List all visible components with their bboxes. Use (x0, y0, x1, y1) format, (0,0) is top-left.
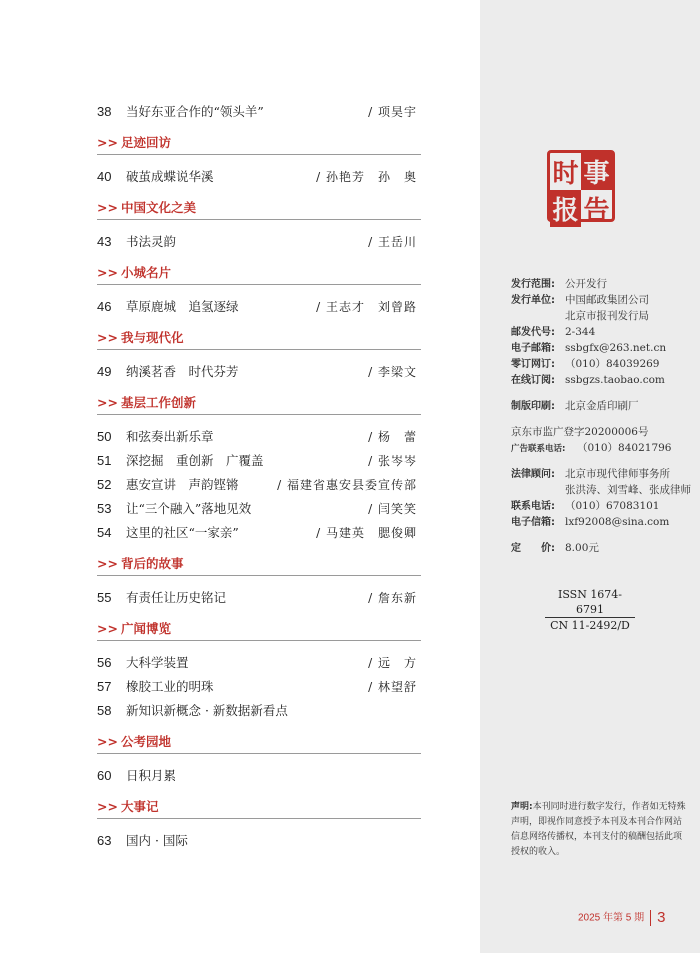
page-number: 50 (97, 429, 112, 444)
toc-entry[interactable] (97, 100, 421, 124)
chevron-icon: >> (97, 395, 118, 410)
section-heading (97, 262, 421, 285)
article-author: / 马建英 腮俊卿 (316, 526, 417, 540)
label: 广告联系电话: (511, 444, 566, 454)
section-heading (97, 796, 421, 819)
value: （010）84021796 (577, 442, 672, 454)
value: 北京市现代律师事务所 (565, 468, 670, 480)
article-author: / 王志才 刘曾路 (316, 300, 417, 314)
toc-entry[interactable] (97, 360, 421, 384)
toc-entry[interactable] (97, 586, 421, 610)
toc-entry[interactable] (97, 497, 421, 521)
page-footer (578, 908, 666, 928)
label: 零订网订: (511, 359, 555, 370)
section-heading (97, 327, 421, 350)
section-heading-label: 大事记 (120, 799, 159, 814)
chevron-icon: >> (97, 200, 118, 215)
label: 发行范围: (511, 279, 555, 290)
label: 在线订阅: (511, 375, 555, 386)
chevron-icon: >> (97, 265, 118, 280)
article-author: / 项昊宇 (368, 105, 417, 119)
article-author: / 林望舒 (368, 680, 417, 694)
page-number: 51 (97, 453, 112, 468)
article-title: 国内 · 国际 (126, 833, 188, 848)
divider (650, 910, 651, 926)
article-author: / 王岳川 (368, 235, 417, 249)
article-title: 当好东亚合作的“领头羊” (126, 104, 264, 119)
page-number: 3 (657, 909, 666, 926)
label: 电子信箱: (511, 517, 555, 528)
section-heading (97, 553, 421, 576)
article-title: 深挖掘 重创新 广覆盖 (126, 453, 264, 468)
section-heading-label: 公考园地 (120, 734, 171, 749)
label: 定 价: (511, 543, 555, 554)
chevron-icon: >> (97, 799, 118, 814)
article-title: 草原鹿城 追氢逐绿 (126, 299, 239, 314)
value: （010）67083101 (565, 500, 660, 512)
label: 制版印刷: (511, 401, 555, 412)
toc-entry[interactable] (97, 473, 421, 497)
value: 中国邮政集团公司 (565, 294, 649, 306)
colophon (511, 276, 691, 556)
copyright-notice (511, 800, 689, 860)
label: 发行单位: (511, 295, 555, 306)
table-of-contents (97, 100, 421, 853)
issn-block (545, 587, 635, 633)
value: 北京金盾印刷厂 (565, 400, 639, 412)
toc-entry[interactable] (97, 165, 421, 189)
section-heading (97, 132, 421, 155)
label: 联系电话: (511, 501, 555, 512)
section-heading-label: 足迹回访 (120, 135, 171, 150)
page-number: 58 (97, 703, 112, 718)
article-author: / 孙艳芳 孙 奥 (316, 170, 417, 184)
section-heading (97, 197, 421, 220)
issue-label: 2025 年第 5 期 (578, 912, 645, 924)
page-number: 43 (97, 234, 112, 249)
section-heading-label: 广闻博览 (120, 621, 171, 636)
article-title: 书法灵韵 (126, 234, 177, 249)
page-number: 60 (97, 768, 112, 783)
article-title: 纳溪茗香 时代芬芳 (126, 364, 239, 379)
article-author: / 李梁文 (368, 365, 417, 379)
toc-entry[interactable] (97, 230, 421, 254)
value: （010）84039269 (565, 358, 660, 370)
page-number: 56 (97, 655, 112, 670)
value: lxf92008@sina.com (565, 516, 670, 528)
page-number: 52 (97, 477, 112, 492)
chevron-icon: >> (97, 621, 118, 636)
toc-entry[interactable] (97, 829, 421, 853)
article-author: / 远 方 (368, 656, 417, 670)
cn-number: CN 11-2492/D (550, 619, 630, 632)
article-author: / 张岑岑 (368, 454, 417, 468)
article-title: 新知识新概念 · 新数据新看点 (126, 703, 288, 718)
value: ssbgfx@263.net.cn (565, 342, 667, 354)
page-number: 49 (97, 364, 112, 379)
toc-entry[interactable] (97, 651, 421, 675)
toc-entry[interactable] (97, 425, 421, 449)
ad-license: 京东市监广登字20200006号 (511, 426, 649, 438)
label: 邮发代号: (511, 327, 555, 338)
value: 2-344 (565, 326, 596, 338)
article-title: 这里的社区“一家亲” (126, 525, 239, 540)
article-author: / 杨 蕾 (368, 430, 417, 444)
section-heading-label: 基层工作创新 (120, 395, 196, 410)
magazine-seal-logo (547, 150, 615, 226)
article-title: 橡胶工业的明珠 (126, 679, 214, 694)
article-title: 有责任让历史铭记 (126, 590, 227, 605)
section-heading (97, 731, 421, 754)
article-title: 破茧成蝶说华溪 (126, 169, 214, 184)
chevron-icon: >> (97, 135, 118, 150)
toc-entry[interactable] (97, 295, 421, 319)
article-title: 和弦奏出新乐章 (126, 429, 214, 444)
page-number: 40 (97, 169, 112, 184)
page-number: 53 (97, 501, 112, 516)
article-author: / 福建省惠安县委宣传部 (277, 478, 417, 492)
section-heading (97, 618, 421, 641)
notice-text: 本刊同时进行数字发行，作者如无特殊声明，即视作同意授予本刊及本刊合作网站信息网络传播权，本刊支付的稿酬包括此项授权的收入。 (511, 802, 686, 857)
chevron-icon: >> (97, 734, 118, 749)
chevron-icon: >> (97, 556, 118, 571)
article-title: 日积月累 (126, 768, 177, 783)
article-author: / 詹东新 (368, 591, 417, 605)
seal-char: 时 (552, 159, 579, 189)
seal-char: 事 (581, 153, 612, 190)
value: 北京市报刊发行局 (565, 310, 649, 322)
toc-entry[interactable] (97, 449, 421, 473)
toc-entry[interactable] (97, 764, 421, 788)
page-number: 55 (97, 590, 112, 605)
value: 8.00元 (565, 542, 599, 554)
section-heading-label: 小城名片 (120, 265, 171, 280)
page-number: 63 (97, 833, 112, 848)
value: ssbgzs.taobao.com (565, 374, 665, 386)
page-number: 57 (97, 679, 112, 694)
toc-entry[interactable] (97, 699, 421, 723)
chevron-icon: >> (97, 330, 118, 345)
article-author: / 闫笑笑 (368, 502, 417, 516)
article-title: 大科学装置 (126, 655, 189, 670)
section-heading-label: 中国文化之美 (120, 200, 196, 215)
toc-entry[interactable] (97, 675, 421, 699)
page-number: 54 (97, 525, 112, 540)
seal-char: 告 (583, 196, 610, 226)
section-heading-label: 我与现代化 (120, 330, 184, 345)
toc-entry[interactable] (97, 521, 421, 545)
notice-label: 声明: (511, 802, 533, 812)
section-heading (97, 392, 421, 415)
section-heading-label: 背后的故事 (120, 556, 184, 571)
article-title: 惠安宣讲 声韵铿锵 (126, 477, 239, 492)
label: 电子邮箱: (511, 343, 555, 354)
seal-char: 报 (550, 190, 581, 227)
issn: ISSN 1674-6791 (545, 587, 635, 618)
page-number: 38 (97, 104, 112, 119)
page-number: 46 (97, 299, 112, 314)
value: 张洪涛、刘雪峰、张成律师 (565, 484, 691, 496)
label: 法律顾问: (511, 469, 555, 480)
article-title: 让“三个融入”落地见效 (126, 501, 252, 516)
value: 公开发行 (565, 278, 607, 290)
